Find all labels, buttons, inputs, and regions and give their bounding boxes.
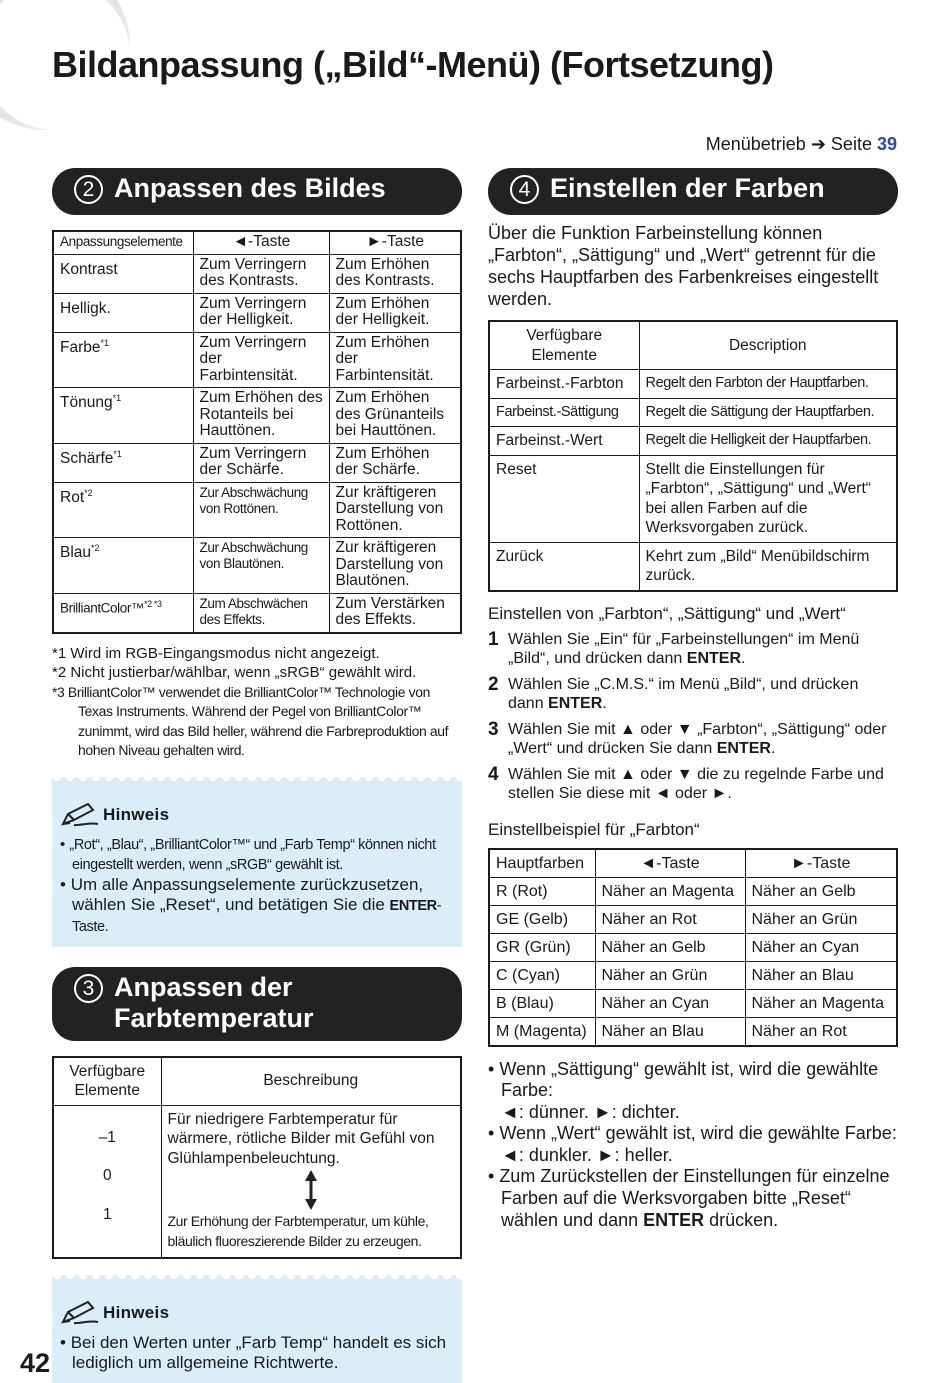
menu-reference [706, 134, 897, 155]
left-key-result: Näher an Magenta [595, 877, 745, 905]
adjust-item: Tönung$^{*1}$ [53, 388, 193, 444]
main-color: M (Magenta) [489, 1017, 595, 1046]
step-text: Wählen Sie mit ▲ oder ▼ „Farbton“, „Sättigung“ oder „Wert“ und drücken Sie dann ENTER. [508, 720, 887, 757]
step-text: Wählen Sie „Ein“ für „Farbeinstellungen“ im Menü „Bild“, und drücken dann ENTER. [508, 630, 860, 667]
right-key-result: Näher an Blau [745, 961, 897, 989]
table-row [489, 542, 897, 591]
color-temp-table [52, 1056, 462, 1260]
table-header-cell: Verfügbare Elemente [489, 321, 639, 370]
footnote: *2 Nicht justierbar/wählbar, wenn „sRGB“ gewählt wird. [52, 664, 417, 681]
pencil-note-icon [60, 1300, 100, 1326]
color-item-desc: Regelt die Helligkeit der Hauptfarben. [639, 427, 897, 456]
adjust-item: Rot$^{*2}$ [53, 482, 193, 538]
table-row [489, 961, 897, 989]
table-row [489, 398, 897, 427]
hint-bullet: • Um alle Anpassungselemente zurückzusetzen, wählen Sie „Reset“, und betätigen Sie die ENTER-Taste. [60, 874, 442, 935]
hint-title: Hinweis [60, 1300, 448, 1326]
table-row [489, 427, 897, 456]
right-key-result: Näher an Cyan [745, 933, 897, 961]
left-key-effect: Zum Abschwächen des Effekts. [193, 593, 329, 633]
color-item: Reset [489, 455, 639, 542]
left-key-effect: Zum Verringern des Kontrasts. [193, 254, 329, 293]
pencil-note-icon [60, 802, 100, 828]
right-key-effect: Zum Erhöhen der Helligkeit. [329, 293, 461, 332]
table-row [489, 905, 897, 933]
adjust-item: BrilliantColor™$^{*2 *3}$ [53, 593, 193, 633]
color-item-desc: Regelt die Sättigung der Hauptfarben. [639, 398, 897, 427]
table-header-row [489, 849, 897, 878]
hint-box [52, 777, 462, 947]
colors-notes [488, 1059, 898, 1232]
adjust-item: Kontrast [53, 254, 193, 293]
section-header-color-temp [52, 967, 462, 1041]
table-header-cell: Verfügbare Elemente [53, 1057, 161, 1106]
left-key-result: Näher an Blau [595, 1017, 745, 1046]
right-column [488, 168, 898, 1231]
left-key-effect: Zur Abschwächung von Blautönen. [193, 538, 329, 594]
hint-bullet: • Bei den Werten unter „Farb Temp“ handelt es sich lediglich um allgemeine Richtwerte. [60, 1333, 447, 1372]
section-header-colors [488, 168, 898, 215]
adjust-item: Blau$^{*2}$ [53, 538, 193, 594]
left-key-effect: Zum Verringern der Helligkeit. [193, 293, 329, 332]
colors-intro: Über die Funktion Farbeinstellung können „Farbton“, „Sättigung“ und „Wert“ getrennt für die sechs Hauptfarben des Farbenkreises eingestellt werden. [488, 223, 879, 309]
note-bullet: • Wenn „Sättigung“ gewählt ist, wird die gewählte Farbe: [488, 1058, 879, 1101]
section-number-badge: 4 [510, 175, 539, 204]
left-key-result: Näher an Gelb [595, 933, 745, 961]
table-row [489, 1017, 897, 1046]
double-arrow-icon [304, 1170, 318, 1210]
menu-ref-text: Menübetrieb [705, 134, 806, 154]
temp-desc-warm: Für niedrigere Farbtemperatur für wärmere, rötliche Bilder mit Gefühl von Glühlampenbeleuchtung. [167, 1110, 435, 1167]
table-row [489, 877, 897, 905]
right-key-effect: Zum Verstärken des Effekts. [329, 593, 461, 633]
step-item [488, 630, 898, 669]
left-key-effect: Zum Erhöhen des Rotanteils bei Hauttönen. [193, 388, 329, 444]
table-header-cell: Beschreibung [161, 1057, 461, 1106]
note-sub: ◄: dunkler. ►: heller. [501, 1144, 673, 1165]
table-row [53, 482, 461, 538]
table-header-cell: ◄-Taste [193, 231, 329, 254]
left-key-effect: Zum Verringern der Farbintensität. [193, 332, 329, 388]
table-row [489, 370, 897, 399]
hint-title: Hinweis [60, 802, 448, 828]
left-key-effect: Zum Verringern der Schärfe. [193, 443, 329, 482]
menu-ref-page-number: 39 [876, 134, 897, 154]
table-row [53, 332, 461, 388]
color-item-desc: Kehrt zum „Bild“ Menübildschirm zurück. [639, 542, 897, 591]
right-key-result: Näher an Grün [745, 905, 897, 933]
table-row [53, 538, 461, 594]
section-title: Einstellen der Farben [550, 173, 825, 203]
right-key-effect: Zum Erhöhen des Grünanteils bei Hauttönen. [329, 388, 461, 444]
footnotes [52, 644, 462, 761]
menu-ref-page-label: Seite [830, 134, 872, 154]
page-number: 42 [20, 1348, 51, 1378]
color-settings-table [488, 320, 898, 592]
hue-example-table [488, 848, 898, 1047]
main-color: R (Rot) [489, 877, 595, 905]
right-key-effect: Zum Erhöhen des Kontrasts. [329, 254, 461, 293]
page-title: Bildanpassung („Bild“-Menü) (Fortsetzung) [52, 44, 774, 85]
section-title: Anpassen der Farbtemperatur [114, 971, 314, 1033]
right-key-result: Näher an Magenta [745, 989, 897, 1017]
table-row [53, 1105, 461, 1258]
picture-adjust-table [52, 230, 462, 634]
main-color: GR (Grün) [489, 933, 595, 961]
note-bullet: • Zum Zurückstellen der Einstellungen für einzelne Farben auf die Werksvorgaben bitte „Reset“ wählen und dann ENTER drücken. [488, 1166, 890, 1230]
table-row [489, 989, 897, 1017]
table-header-cell: ►-Taste [745, 849, 897, 878]
steps-list [488, 630, 898, 804]
color-item-desc: Stellt die Einstellungen für „Farbton“, „Sättigung“ und „Wert“ bei allen Farben auf die Werksvorgaben zurück. [639, 455, 897, 542]
table-header-cell: Hauptfarben [489, 849, 595, 878]
step-number: 4 [488, 763, 499, 785]
note-bullet: • Wenn „Wert“ gewählt ist, wird die gewählte Farbe: [488, 1123, 897, 1144]
right-key-effect: Zum Erhöhen der Schärfe. [329, 443, 461, 482]
step-text: Wählen Sie „C.M.S.“ im Menü „Bild“, und drücken dann ENTER. [508, 675, 859, 712]
table-header-cell: Anpassungselemente [53, 231, 193, 254]
step-text: Wählen Sie mit ▲ oder ▼ die zu regelnde Farbe und stellen Sie diese mit ◄ oder ►. [508, 765, 884, 802]
color-item: Farbeinst.-Farbton [489, 370, 639, 399]
color-item: Zurück [489, 542, 639, 591]
step-item [488, 675, 898, 714]
table-row [53, 388, 461, 444]
table-row [489, 933, 897, 961]
right-key-effect: Zur kräftigeren Darstellung von Blautönen. [329, 538, 461, 594]
step-item [488, 720, 898, 759]
color-item: Farbeinst.-Sättigung [489, 398, 639, 427]
table-row [53, 293, 461, 332]
hint-box [52, 1275, 462, 1383]
step-number: 2 [488, 673, 499, 695]
left-key-result: Näher an Rot [595, 905, 745, 933]
step-number: 3 [488, 718, 499, 740]
section-number-badge: 3 [74, 974, 103, 1003]
temp-values: –1 0 1 [53, 1105, 161, 1258]
left-column [52, 168, 462, 1383]
table-row [53, 254, 461, 293]
color-item-desc: Regelt den Farbton der Hauptfarben. [639, 370, 897, 399]
table-header-cell: ►-Taste [329, 231, 461, 254]
note-sub: ◄: dünner. ►: dichter. [501, 1101, 680, 1122]
table-row [53, 593, 461, 633]
right-key-effect: Zur kräftigeren Darstellung von Rottönen. [329, 482, 461, 538]
footnote: *1 Wird im RGB-Eingangsmodus nicht angezeigt. [52, 644, 380, 662]
table-row [489, 455, 897, 542]
footnote: *3 BrilliantColor™ verwendet die BrilliantColor™ Technologie von Texas Instruments. Während der Pegel von BrilliantColor™ zunimmt, wird das Bild heller, während die Farbreproduktion auf hohen Niveau gehalten wird. [52, 683, 449, 758]
step-item [488, 765, 898, 804]
right-key-effect: Zum Erhöhen der Farbintensität. [329, 332, 461, 388]
table-header-row [53, 1057, 461, 1106]
table-header-row [53, 231, 461, 254]
table-header-row [489, 321, 897, 370]
section-header-picture [52, 168, 462, 215]
arrow-right-icon: ➔ [810, 134, 826, 154]
left-key-result: Näher an Grün [595, 961, 745, 989]
temp-desc-cool: Zur Erhöhung der Farbtemperatur, um kühle, bläulich fluoreszierende Bilder zu erzeugen. [167, 1213, 429, 1249]
adjust-item: Schärfe$^{*1}$ [53, 443, 193, 482]
example-title: Einstellbeispiel für „Farbton“ [488, 819, 700, 839]
table-header-cell: Description [639, 321, 897, 370]
right-key-result: Näher an Gelb [745, 877, 897, 905]
color-item: Farbeinst.-Wert [489, 427, 639, 456]
adjust-item: Farbe$^{*1}$ [53, 332, 193, 388]
step-number: 1 [488, 628, 499, 650]
adjust-subheading: Einstellen von „Farbton“, „Sättigung“ und „Wert“ [488, 603, 846, 623]
section-number-badge: 2 [74, 175, 103, 204]
right-key-result: Näher an Rot [745, 1017, 897, 1046]
main-color: B (Blau) [489, 989, 595, 1017]
left-key-effect: Zur Abschwächung von Rottönen. [193, 482, 329, 538]
left-key-result: Näher an Cyan [595, 989, 745, 1017]
hint-bullet: • „Rot“, „Blau“, „BrilliantColor™“ und „Farb Temp“ können nicht eingestellt werden, wenn „sRGB“ gewählt ist. [60, 835, 436, 873]
adjust-item: Helligk. [53, 293, 193, 332]
table-header-cell: ◄-Taste [595, 849, 745, 878]
section-title: Anpassen des Bildes [114, 173, 386, 203]
table-row [53, 443, 461, 482]
main-color: C (Cyan) [489, 961, 595, 989]
main-color: GE (Gelb) [489, 905, 595, 933]
